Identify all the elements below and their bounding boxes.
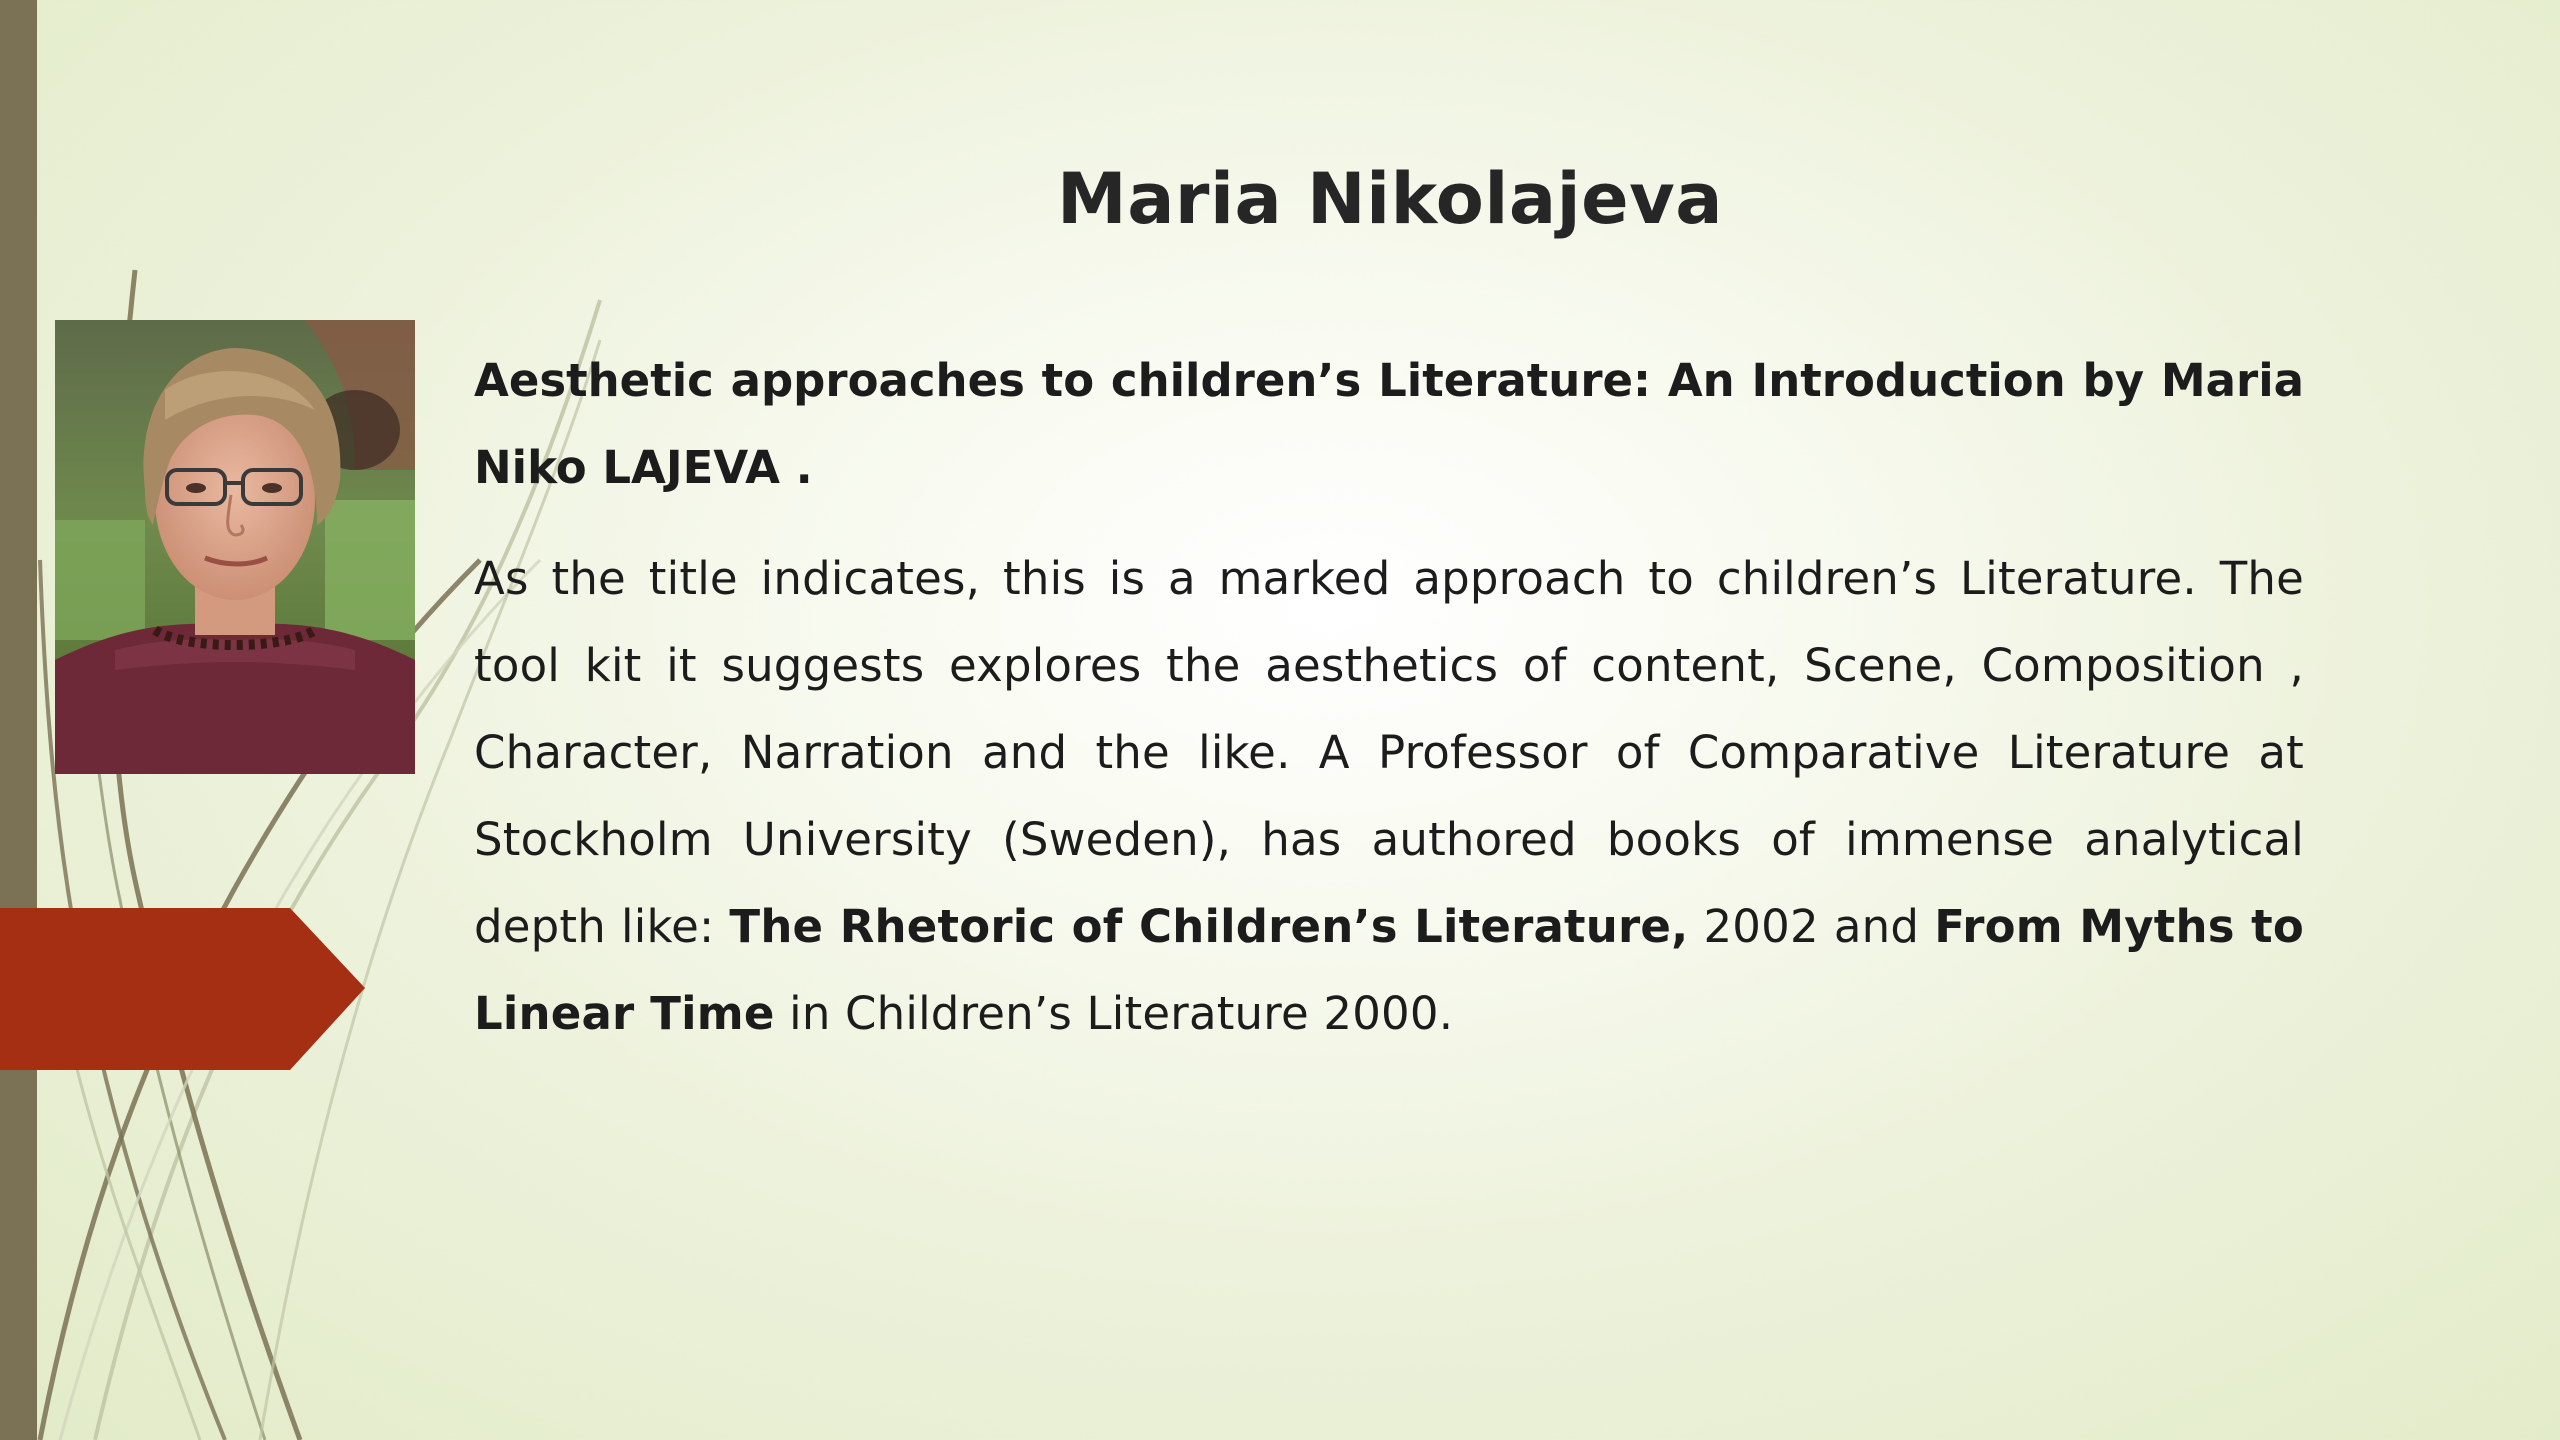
arrow-banner [0,908,365,1070]
slide-title: Maria Nikolajeva [1057,158,1723,240]
book-suffix-text: in Children’s Literature 2000. [774,987,1454,1040]
book-year-text: 2002 and [1688,900,1935,953]
book-heading: Aesthetic approaches to children’s Literature: An Introduction by Maria Niko LAJEVA . [474,354,2304,494]
description-intro: As the title indicates, this is a marked approach to children’s Literature. The tool kit it suggests explores the aesthetics of content, Scene, Composition , Character, Narration and the like. A Professor of Comparative Literature at Stockholm University (Sweden), has authored books of immense analytical depth like: [474,552,2304,953]
book-title-myths: From Myths to Linear Time [474,900,2304,1040]
content-text-block [474,337,2304,1057]
portrait-photo [55,320,415,774]
description-paragraph [474,535,2304,1057]
portrait-image [55,320,415,774]
book-title-rhetoric: The Rhetoric of Children’s Literature, [729,900,1689,953]
